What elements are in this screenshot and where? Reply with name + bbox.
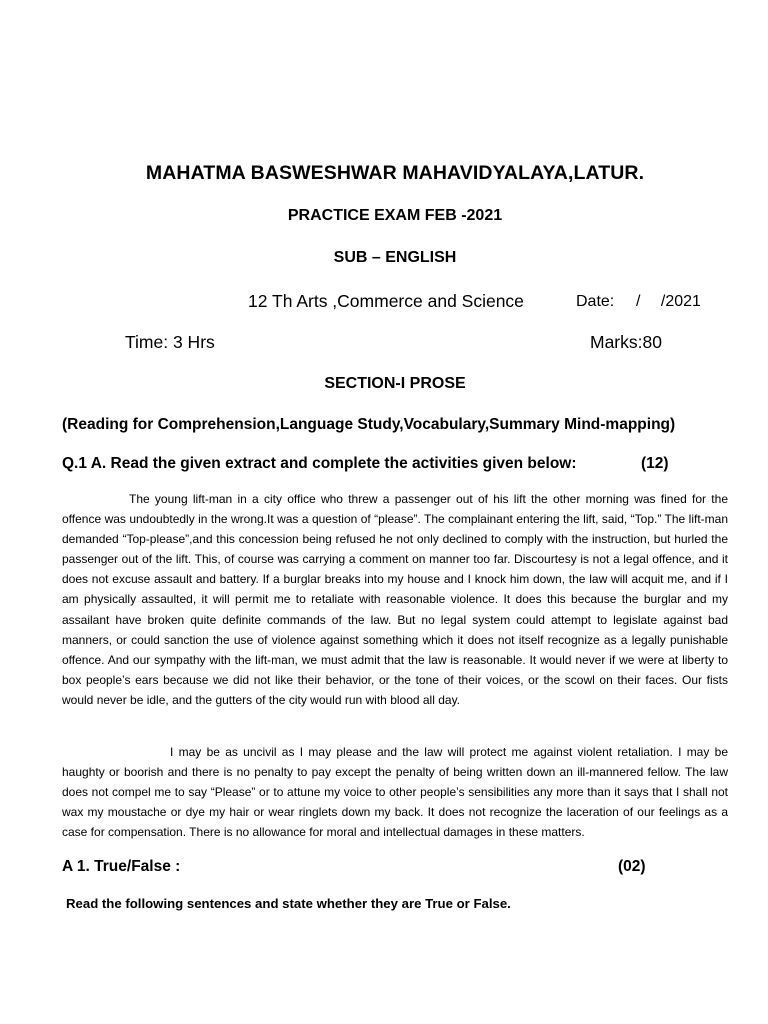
activity-heading: A 1. True/False : [62, 858, 181, 875]
question-heading: Q.1 A. Read the given extract and complete the activities given below: [62, 455, 577, 472]
section-subtitle: (Reading for Comprehension,Language Study,Vocabulary,Summary Mind-mapping) [62, 416, 676, 433]
class-streams: 12 Th Arts ,Commerce and Science [248, 291, 524, 311]
date-value: / /2021 [636, 293, 701, 310]
date-label: Date: [576, 293, 615, 310]
subject-line: SUB – ENGLISH [333, 249, 457, 266]
extract-paragraph-1: The young lift-man in a city office who threw a passenger out of his lift the other morning was fined for the offence was undoubtedly in the wrong.It was a question of “please”. The complainant entering the lift, said, “Top.” The lift-man demanded “Top-please”,and this concession being refused he not only declined to comply with the instruction, but hurled the passenger out of the lift. This, of course was carrying a comment on manner too far. Discourtesy is not a legal offence, and it does not excuse assault and battery. If a burglar breaks into my house and I knock him down, the law will acquit me, and if I am physically assaulted, it will permit me to retaliate with reasonable violence. It does this because the burglar and my assailant have broken quite definite commands of the law. But no legal system could attempt to legislate against bad manners, or could sanction the use of violence against something which it does not itself recognize as a legally punishable offence. And our sympathy with the lift-man, we must admit that the law is reasonable. It would never if we were at liberty to box people’s ears because we did not like their behavior, or the tone of their voices, or the scowl on their faces. Our fists would never be idle, and the gutters of the city would run with blood all day. [62, 492, 728, 707]
section-title: SECTION-I PROSE [324, 375, 466, 392]
activity-marks: (02) [618, 858, 646, 875]
college-name: MAHATMA BASWESHWAR MAHAVIDYALAYA,LATUR. [145, 162, 645, 184]
exam-title: PRACTICE EXAM FEB -2021 [287, 207, 503, 224]
total-marks: Marks:80 [590, 332, 662, 352]
question-marks: (12) [641, 455, 669, 472]
time-allowed: Time: 3 Hrs [125, 332, 215, 352]
extract-paragraph-2: I may be as uncivil as I may please and the law will protect me against violent retaliation. I may be haughty or boorish and there is no penalty to pay except the penalty of being written down an ill-mannered fellow. The law does not compel me to say “Please” or to attune my voice to other people’s sensibilities any more than it says that I shall not wax my moustache or dye my hair or wear ringlets down my back. It does not recognize the laceration of our feelings as a case for compensation. There is no allowance for moral and intellectual damages in these matters. [62, 745, 728, 840]
activity-instruction: Read the following sentences and state whether they are True or False. [66, 896, 511, 911]
